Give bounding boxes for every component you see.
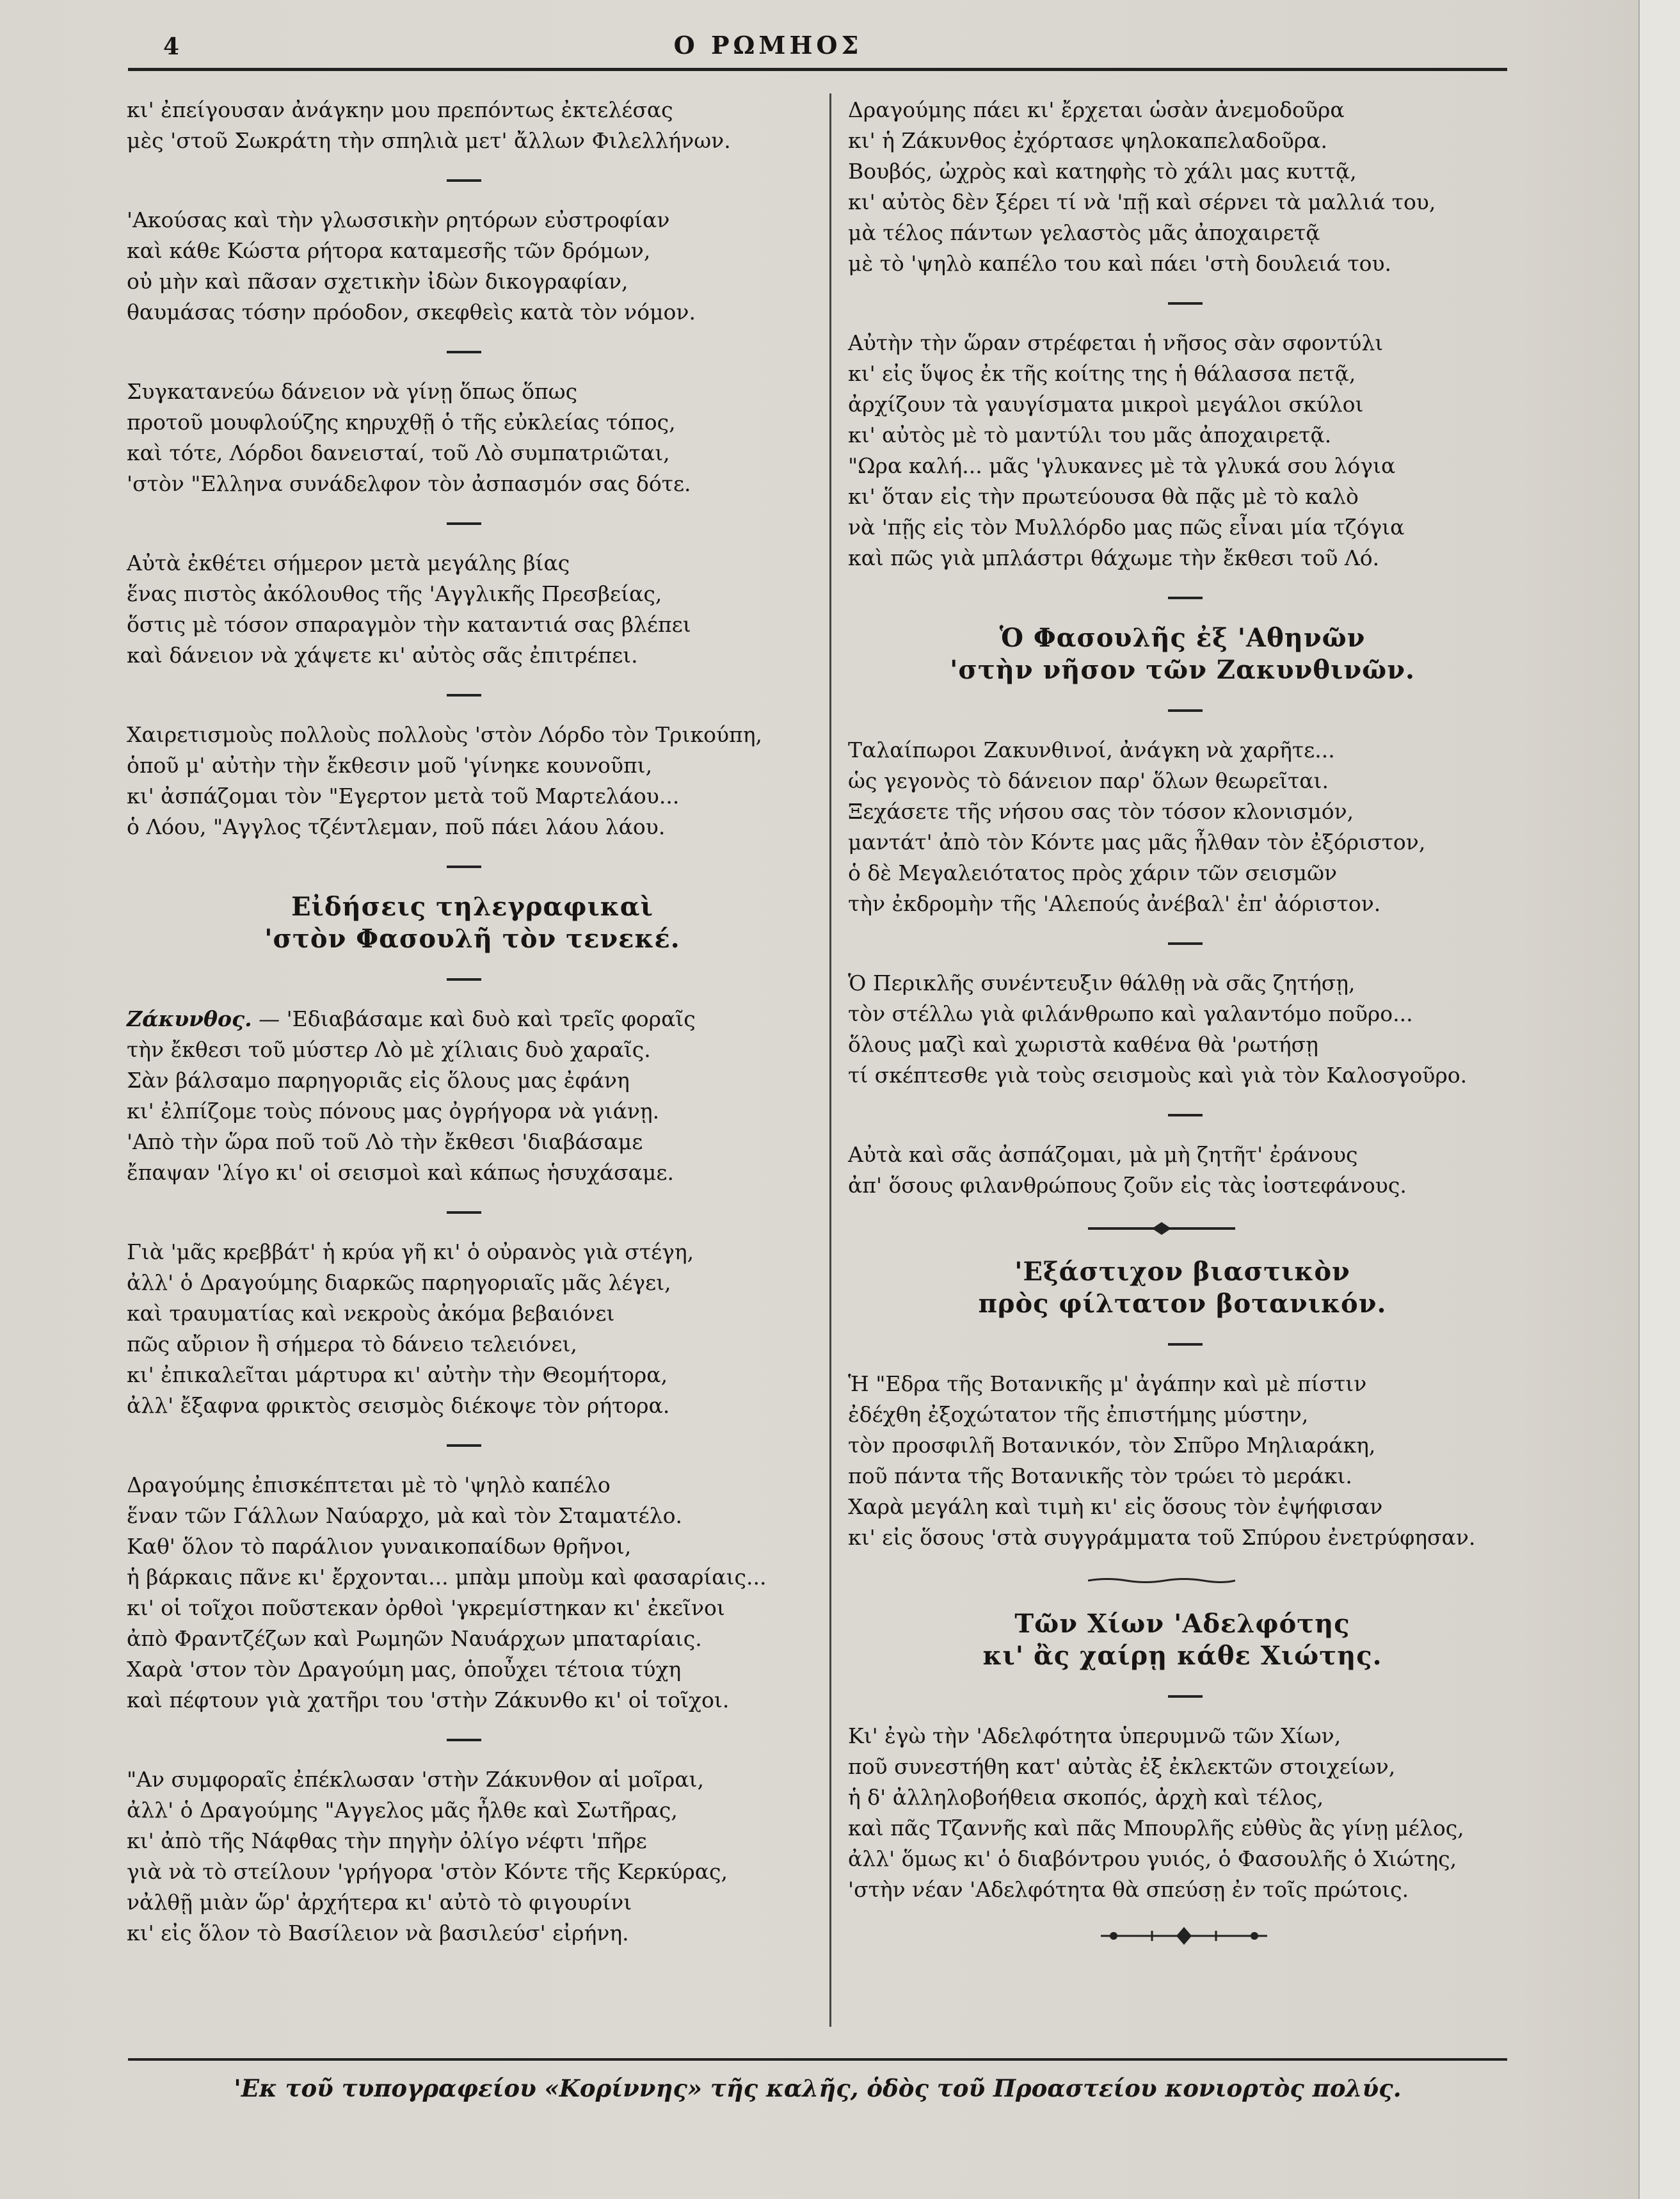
verse-line: νἀλθῇ μιὰν ὥρ' ἀρχήτερα κι' αὐτὸ τὸ φιγουρίνι [127, 1890, 632, 1915]
verse-line: ἕναν τῶν Γάλλων Ναύαρχο, μὰ καὶ τὸν Σταματέλο. [127, 1503, 683, 1528]
heading-line: Ὁ Φασουλῆς ἐξ 'Αθηνῶν [999, 623, 1366, 653]
heading-line: Εἰδήσεις τηλεγραφικαὶ [291, 892, 653, 922]
page-number: 4 [163, 33, 180, 60]
verse-line: Χαρὰ 'στον τὸν Δραγούμη μας, ὁποὖχει τέτοια τύχη [127, 1657, 682, 1682]
separator-dash [1168, 1343, 1203, 1346]
verse-line: κι' εἰς ὅλον τὸ Βασίλειον νὰ βασιλεύσ' εἰρήνη. [127, 1921, 629, 1945]
verse-line: Βουβός, ὠχρὸς καὶ κατηφὴς τὸ χάλι μας κυττᾷ, [848, 159, 1357, 184]
verse-line: Ὁ Περικλῆς συνέντευξιν θάλθῃ νὰ σᾶς ζητήσῃ, [848, 971, 1356, 995]
stanza [127, 376, 818, 499]
verse-line: τί σκέπτεσθε γιὰ τοὺς σεισμοὺς καὶ γιὰ τὸν Καλοσγοῦρο. [848, 1063, 1468, 1088]
right-column [848, 95, 1517, 1967]
verse-line: ἀλλ' ὁ Δραγούμης διαρκῶς παρηγοριαῖς μᾶς λέγει, [127, 1270, 671, 1295]
verse-line: ἀπ' ὅσους φιλανθρώπους ζοῦν εἰς τὰς ἰοστεφάνους. [848, 1173, 1407, 1198]
verse-line: ἕνας πιστὸς ἀκόλουθος τῆς 'Αγγλικῆς Πρεσβείας, [127, 581, 662, 606]
verse-line: τὴν ἐκδρομὴν τῆς 'Αλεπούς ἀνέβαλ' ἐπ' ἀόριστον. [848, 891, 1381, 916]
separator-dash [1168, 1695, 1203, 1698]
verse-line: ἀπὸ Φραντζέζων καὶ Ρωμηῶν Ναυάρχων μπαταρίαις. [127, 1626, 702, 1651]
verse-line: προτοῦ μουφλούζης κηρυχθῇ ὁ τῆς εὐκλείας τόπος, [127, 410, 676, 435]
verse-line: κι' οἱ τοῖχοι ποῦστεκαν ὀρθοὶ 'γκρεμίστηκαν κι' ἐκεῖνοι [127, 1595, 725, 1620]
stanza [127, 1004, 818, 1188]
verse-line: κι' εἰς ὕψος ἐκ τῆς κοίτης της ἡ θάλασσα πετᾷ, [848, 361, 1356, 386]
verse-line: κι' ἐπικαλεῖται μάρτυρα κι' αὐτὴν τὴν Θεομήτορα, [127, 1362, 668, 1387]
separator-dash [447, 1444, 481, 1447]
masthead: Ο ΡΩΜΗΟΣ [673, 31, 863, 60]
verse-line: ὅλους μαζὶ καὶ χωριστὰ καθένα θὰ 'ρωτήσῃ [848, 1032, 1318, 1057]
verse-line: ποῦ πάντα τῆς Βοτανικῆς τὸν τρώει τὸ μεράκι. [848, 1463, 1352, 1488]
verse-line: κι' ἀπὸ τῆς Νάφθας τὴν πηγὴν ὀλίγο νέφτι 'πῆρε [127, 1828, 647, 1853]
end-ornament [1088, 1923, 1280, 1949]
separator-dash [1168, 597, 1203, 599]
stanza [848, 328, 1517, 574]
heading-line: πρὸς φίλτατον βοτανικόν. [978, 1289, 1387, 1319]
separator-dash [447, 694, 481, 697]
separator-dash [447, 351, 481, 353]
separator-dash [447, 866, 481, 868]
verse-line: Δραγούμης πάει κι' ἔρχεται ὡσὰν ἀνεμοδοῦρα [848, 97, 1345, 122]
verse-line: Χαιρετισμοὺς πολλοὺς πολλοὺς 'στὸν Λόρδο τὸν Τρικούπη, [127, 722, 762, 747]
verse-line: Συγκατανεύω δάνειον νὰ γίνῃ ὅπως ὅπως [127, 379, 578, 404]
separator-dash [447, 1739, 481, 1741]
left-column [127, 95, 818, 1949]
bottom-rule [128, 2058, 1507, 2061]
stanza [127, 1237, 818, 1421]
verse-line: κι' αὐτὸς μὲ τὸ μαντύλι του μᾶς ἀποχαιρετᾷ. [848, 423, 1332, 447]
verse-line: κι' ὅταν εἰς τὴν πρωτεύουσα θὰ πᾷς μὲ τὸ καλὸ [848, 484, 1359, 509]
verse-line: μὲς 'στοῦ Σωκράτη τὴν σπηλιὰ μετ' ἄλλων Φιλελλήνων. [127, 128, 731, 153]
stanza [127, 1470, 818, 1716]
verse-line: Χαρὰ μεγάλη καὶ τιμὴ κι' εἰς ὅσους τὸν ἐψήφισαν [848, 1494, 1383, 1519]
verse-line: Καθ' ὅλον τὸ παράλιον γυναικοπαίδων θρῆνοι, [127, 1534, 632, 1559]
stanza [127, 720, 818, 842]
verse-line: ἀλλ' ὁ Δραγούμης "Αγγελος μᾶς ἦλθε καὶ Σωτῆρας, [127, 1798, 678, 1823]
verse-line: θαυμάσας τόσην πρόοδον, σκεφθεὶς κατὰ τὸν νόμον. [127, 300, 696, 325]
separator-dash [447, 522, 481, 525]
stanza [127, 95, 818, 156]
diamond-rule-ornament [1088, 1219, 1235, 1238]
verse-line: καὶ τότε, Λόρδοι δανεισταί, τοῦ Λὸ συμπατριῶται, [127, 440, 670, 465]
verse-line: μαντάτ' ἀπὸ τὸν Κόντε μας μᾶς ἦλθαν τὸν ἐξόριστον, [848, 830, 1426, 855]
dateline-text: — 'Εδιαβάσαμε καὶ δυὸ καὶ τρεῖς φοραῖς [259, 1006, 696, 1031]
verse-line: ὅστις μὲ τόσον σπαραγμὸν τὴν καταντιά σας βλέπει [127, 612, 691, 637]
verse-line: ὁ δὲ Μεγαλειότατος πρὸς χάριν τῶν σεισμῶν [848, 860, 1338, 885]
verse-line: "Αν συμφοραῖς ἐπέκλωσαν 'στὴν Ζάκυνθον αἱ μοῖραι, [127, 1767, 704, 1792]
wavy-rule-ornament [1088, 1571, 1235, 1590]
verse-line [127, 1004, 818, 1035]
verse-line: Σὰν βάλσαμο παρηγοριᾶς εἰς ὅλους μας ἐφάνη [127, 1068, 630, 1093]
section-heading [848, 1608, 1517, 1672]
verse-line: ποῦ συνεστήθη κατ' αὐτὰς ἐξ ἐκλεκτῶν στοιχείων, [848, 1754, 1396, 1779]
stanza [848, 1721, 1517, 1905]
verse-line: 'στὸν "Ελληνα συνάδελφον τὸν ἀσπασμόν σας δότε. [127, 471, 691, 496]
verse-line: ἐδέχθη ἐξοχώτατον τῆς ἐπιστήμης μύστην, [848, 1402, 1309, 1427]
verse-line: τὴν ἔκθεσι τοῦ μύστερ Λὸ μὲ χίλιαις δυὸ χαραῖς. [127, 1037, 651, 1062]
separator-dash [1168, 302, 1203, 305]
section-heading [127, 891, 818, 955]
verse-line: 'στὴν νέαν 'Αδελφότητα θὰ σπεύσῃ ἐν τοῖς πρώτοις. [848, 1877, 1409, 1902]
verse-line: ἡ βάρκαις πᾶνε κι' ἔρχονται... μπὰμ μποὺμ καὶ φασαρίαις... [127, 1565, 767, 1590]
column-divider [829, 93, 831, 2027]
adjacent-page-edge [1638, 0, 1680, 2199]
stanza [848, 735, 1517, 919]
verse-line: ἀλλ' ἔξαφνα φρικτὸς σεισμὸς διέκοψε τὸν ρήτορα. [127, 1393, 670, 1418]
verse-line: καὶ πέφτουν γιὰ χατῆρι του 'στὴν Ζάκυνθο κι' οἱ τοῖχοι. [127, 1688, 730, 1712]
verse-line: 'Ακούσας καὶ τὴν γλωσσικὴν ρητόρων εὐστροφίαν [127, 207, 670, 232]
verse-line: Αὐτὰ ἐκθέτει σήμερον μετὰ μεγάλης βίας [127, 551, 570, 576]
stanza [127, 205, 818, 328]
separator-dash [447, 1211, 481, 1214]
verse-line: τὸν προσφιλῆ Βοτανικόν, τὸν Σπῦρο Μηλιαράκη, [848, 1433, 1376, 1458]
verse-line: Αὐτὴν τὴν ὥραν στρέφεται ἡ νῆσος σὰν σφοντύλι [848, 330, 1384, 355]
verse-line: κι' ἀσπάζομαι τὸν "Εγερτον μετὰ τοῦ Μαρτελάου... [127, 784, 680, 809]
top-rule [128, 68, 1507, 71]
stanza [848, 968, 1517, 1091]
stanza [848, 1140, 1517, 1201]
verse-line: ὡς γεγονὸς τὸ δάνειον παρ' ὅλων θεωρεῖται. [848, 768, 1329, 793]
separator-dash [1168, 709, 1203, 712]
verse-line: καὶ πᾶς Τζαννῆς καὶ πᾶς Μπουρλῆς εὐθὺς ἂς γίνῃ μέλος, [848, 1816, 1464, 1841]
verse-line: Γιὰ 'μᾶς κρεββάτ' ἡ κρύα γῆ κι' ὁ οὐρανὸς γιὰ στέγη, [127, 1239, 694, 1264]
verse-line: Ταλαίπωροι Ζακυνθινοί, ἀνάγκη νὰ χαρῆτε... [848, 737, 1335, 762]
heading-line: κι' ἂς χαίρῃ κάθε Χιώτης. [982, 1641, 1382, 1671]
verse-line: τὸν στέλλω γιὰ φιλάνθρωπο καὶ γαλαντόμο ποῦρο... [848, 1001, 1413, 1026]
verse-line: καὶ τραυματίας καὶ νεκροὺς ἀκόμα βεβαιόνει [127, 1301, 615, 1326]
verse-line: ἀλλ' ὅμως κι' ὁ διαβόντρου γυιός, ὁ Φασουλῆς ὁ Χιώτης, [848, 1846, 1457, 1871]
stanza [127, 1764, 818, 1949]
dateline-place: Ζάκυνθος. [127, 1006, 252, 1031]
heading-line: Τῶν Χίων 'Αδελφότης [1014, 1609, 1350, 1639]
verse-line: Ἡ "Εδρα τῆς Βοτανικῆς μ' ἀγάπην καὶ μὲ πίστιν [848, 1371, 1367, 1396]
verse-line: κι' ἐπείγουσαν ἀνάγκην μου πρεπόντως ἐκτελέσας [127, 97, 673, 122]
verse-line: κι' ἐλπίζομε τοὺς πόνους μας ὀγρήγορα νὰ γιάνῃ. [127, 1099, 660, 1124]
verse-line: μὰ τέλος πάντων γελαστὸς μᾶς ἀποχαιρετᾷ [848, 220, 1320, 245]
verse-line: Αὐτὰ καὶ σᾶς ἀσπάζομαι, μὰ μὴ ζητῆτ' ἐράνους [848, 1142, 1358, 1167]
verse-line: πῶς αὔριον ἢ σήμερα τὸ δάνειο τελειόνει, [127, 1332, 577, 1357]
verse-line: ὁ Λόου, "Αγγλος τζέντλεμαν, ποῦ πάει λάου λάου. [127, 814, 666, 839]
verse-line: ἡ δ' ἀλληλοβοήθεια σκοπός, ἀρχὴ καὶ τέλος, [848, 1785, 1324, 1810]
separator-dash [447, 978, 481, 981]
verse-line: ἀρχίζουν τὰ γαυγίσματα μικροὶ μεγάλοι σκύλοι [848, 392, 1364, 417]
verse-line: κι' ἡ Ζάκυνθος ἐχόρτασε ψηλοκαπελαδοῦρα. [848, 128, 1327, 153]
verse-line: γιὰ νὰ τὸ στείλουν 'γρήγορα 'στὸν Κόντε τῆς Κερκύρας, [127, 1859, 728, 1884]
heading-line: 'Εξάστιχον βιαστικὸν [1014, 1257, 1350, 1287]
stanza [127, 548, 818, 671]
verse-line: ὁποῦ μ' αὐτὴν τὴν ἔκθεσιν μοῦ 'γίνηκε κουνοῦπι, [127, 753, 653, 778]
stanza [848, 95, 1517, 279]
separator-dash [1168, 942, 1203, 945]
section-heading [848, 622, 1517, 686]
verse-line: οὐ μὴν καὶ πᾶσαν σχετικὴν ἰδὼν δικογραφίαν, [127, 269, 628, 294]
verse-line: Κι' ἐγὼ τὴν 'Αδελφότητα ὑπερυμνῶ τῶν Χίων, [848, 1723, 1341, 1748]
stanza [848, 1369, 1517, 1553]
verse-line: νὰ 'πῇς εἰς τὸν Μυλλόρδο μας πῶς εἶναι μία τζόγια [848, 515, 1405, 540]
verse-line: καὶ πῶς γιὰ μπλάστρι θάχωμε τὴν ἔκθεσι τοῦ Λό. [848, 545, 1380, 570]
verse-line: μὲ τὸ 'ψηλὸ καπέλο του καὶ πάει 'στὴ δουλειά του. [848, 251, 1392, 276]
printer-imprint: 'Εκ τοῦ τυπογραφείου «Κορίννης» τῆς καλῆς, ὁδὸς τοῦ Προαστείου κονιορτὸς πολύς. [234, 2074, 1402, 2102]
verse-line: Δραγούμης ἐπισκέπτεται μὲ τὸ 'ψηλὸ καπέλο [127, 1472, 611, 1497]
verse-line: κι' εἰς ὅσους 'στὰ συγγράμματα τοῦ Σπύρου ἐνετρύφησαν. [848, 1525, 1476, 1550]
separator-dash [1168, 1114, 1203, 1116]
verse-line: 'Απὸ τὴν ὥρα ποῦ τοῦ Λὸ τὴν ἔκθεσι 'διαβάσαμε [127, 1129, 643, 1154]
section-heading [848, 1256, 1517, 1320]
verse-line: "Ωρα καλή... μᾶς 'γλυκανες μὲ τὰ γλυκά σου λόγια [848, 453, 1396, 478]
heading-line: 'στὸν Φασουλῆ τὸν τενεκέ. [264, 924, 680, 954]
verse-line: ἔπαψαν 'λίγο κι' οἱ σεισμοὶ καὶ κάπως ἡσυχάσαμε. [127, 1160, 674, 1185]
separator-dash [447, 179, 481, 182]
heading-line: 'στὴν νῆσον τῶν Ζακυνθινῶν. [950, 655, 1415, 685]
verse-line: Ξεχάσετε τῆς νήσου σας τὸν τόσον κλονισμόν, [848, 799, 1354, 824]
verse-line: καὶ δάνειον νὰ χάψετε κι' αὐτὸς σᾶς ἐπιτρέπει. [127, 643, 638, 668]
verse-line: καὶ κάθε Κώστα ρήτορα καταμεσῆς τῶν δρόμων, [127, 238, 651, 263]
verse-line: κι' αὐτὸς δὲν ξέρει τί νὰ 'πῇ καὶ σέρνει τὰ μαλλιά του, [848, 189, 1436, 214]
